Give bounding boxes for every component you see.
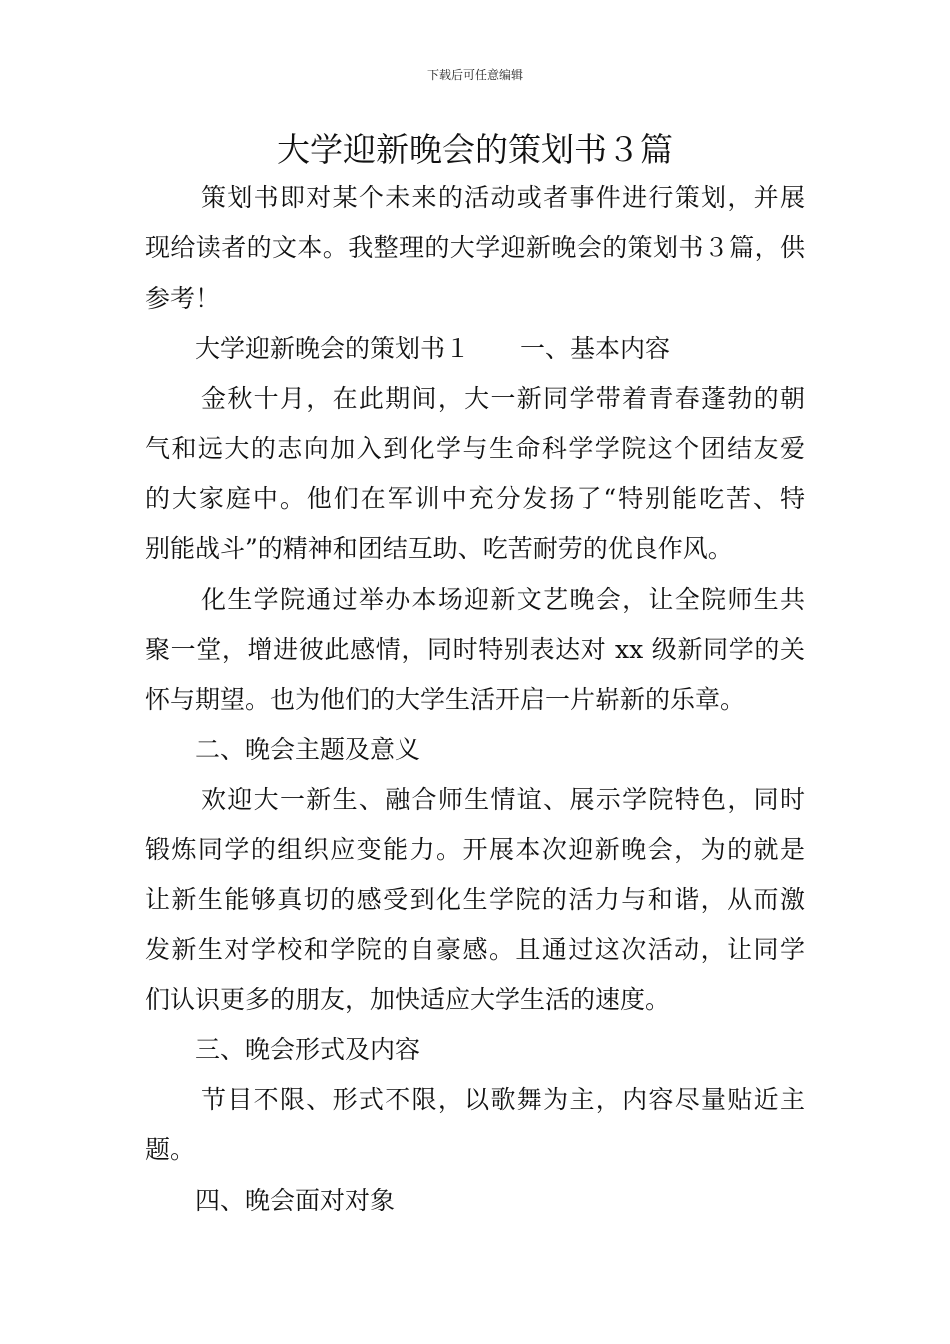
paragraph-line: 们认识更多的朋友，加快适应大学生活的速度。: [145, 985, 671, 1014]
paragraph-line: 欢迎大一新生、融合师生情谊、展示学院特色，同时: [201, 785, 805, 814]
paragraph-line: 参考！: [145, 284, 221, 313]
paragraph-line: 聚一堂，增进彼此感情，同时特别表达对 xx 级新同学的关: [145, 635, 805, 664]
paragraph-line: 现给读者的文本。我整理的大学迎新晚会的策划书３篇，供: [145, 233, 805, 262]
section-heading: 大学迎新晚会的策划书１ 一、基本内容: [195, 334, 671, 363]
section-heading: 四、晚会面对对象: [195, 1186, 396, 1215]
paragraph-line: 气和远大的志向加入到化学与生命科学学院这个团结友爱: [145, 434, 805, 463]
section-heading: 三、晚会形式及内容: [195, 1035, 421, 1064]
section-heading: 二、晚会主题及意义: [195, 735, 421, 764]
paragraph-line: 怀与期望。也为他们的大学生活开启一片崭新的乐章。: [145, 685, 746, 714]
paragraph-line: 锻炼同学的组织应变能力。开展本次迎新晚会，为的就是: [145, 835, 805, 864]
paragraph-line: 让新生能够真切的感受到化生学院的活力与和谐，从而激: [145, 885, 805, 914]
paragraph-line: 的大家庭中。他们在军训中充分发扬了“特别能吃苦、特: [145, 484, 805, 513]
paragraph-line: 节目不限、形式不限，以歌舞为主，内容尽量贴近主: [201, 1085, 805, 1114]
paragraph-line: 别能战斗”的精神和团结互助、吃苦耐劳的优良作风。: [145, 534, 733, 563]
paragraph-line: 发新生对学校和学院的自豪感。且通过这次活动，让同学: [145, 935, 805, 964]
header-note: 下载后可任意编辑: [426, 68, 523, 82]
paragraph-line: 金秋十月，在此期间，大一新同学带着青春蓬勃的朝: [201, 384, 805, 413]
paragraph-line: 化生学院通过举办本场迎新文艺晚会，让全院师生共: [201, 585, 805, 614]
paragraph-line: 策划书即对某个未来的活动或者事件进行策划，并展: [201, 183, 805, 212]
document-title: 大学迎新晚会的策划书３篇: [277, 130, 673, 169]
paragraph-line: 题。: [145, 1135, 196, 1164]
